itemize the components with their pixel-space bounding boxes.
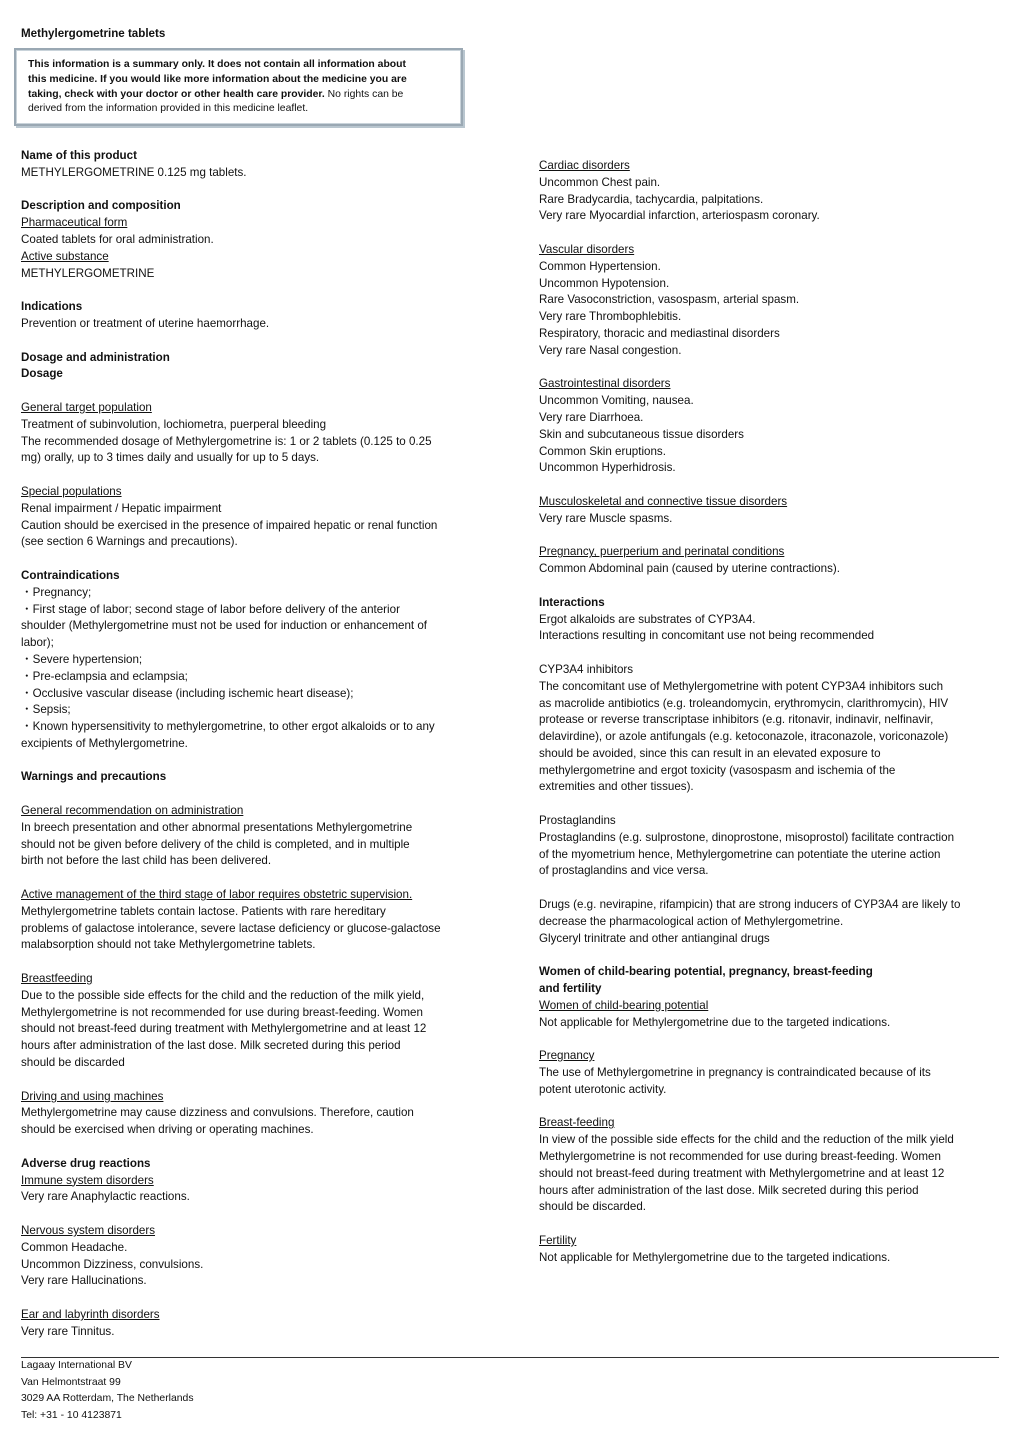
subsection-label: Active substance bbox=[21, 249, 109, 263]
subsection-label: Active management of the third stage of labor requires obstetric supervision. bbox=[21, 888, 413, 902]
subsection-label: Prostaglandins bbox=[539, 814, 616, 828]
text-line: Very rare Thrombophlebitis. bbox=[539, 310, 682, 324]
subsection-label: Ear and labyrinth disorders bbox=[21, 1307, 160, 1321]
company-name: Lagaay International BV bbox=[21, 1360, 132, 1371]
text-line: Methylergometrine may cause dizziness and convulsions. Therefore, caution bbox=[21, 1106, 414, 1120]
text-line: Glyceryl trinitrate and other antianginal drugs bbox=[539, 931, 770, 945]
text-line: Not applicable for Methylergometrine due to the targeted indications. bbox=[539, 1250, 891, 1264]
text-line: Very rare Muscle spasms. bbox=[539, 511, 673, 525]
summary-line: derived from the information provided in this medicine leaflet. bbox=[28, 103, 309, 115]
text-line: should be avoided, since this can result in an elevated exposure to bbox=[539, 746, 881, 760]
section-heading: Indications bbox=[21, 300, 83, 314]
text-line: Due to the possible side effects for the child and the reduction of the milk yield, bbox=[21, 988, 425, 1002]
text-line: decrease the pharmacological action of Methylergometrine. bbox=[539, 914, 844, 928]
text-line: Rare Bradycardia, tachycardia, palpitations. bbox=[539, 192, 764, 206]
text-line: Common Hypertension. bbox=[539, 259, 661, 273]
text-line: The use of Methylergometrine in pregnancy is contraindicated because of its bbox=[539, 1066, 931, 1080]
driving-section bbox=[21, 1089, 491, 1139]
active-management-section bbox=[21, 887, 491, 954]
summary-notice-box bbox=[14, 48, 463, 126]
text-line: In breech presentation and other abnormal presentations Methylergometrine bbox=[21, 820, 413, 834]
subsection-label: Breastfeeding bbox=[21, 972, 93, 986]
text-line: of the myometrium hence, Methylergometrine can potentiate the uterine action bbox=[539, 847, 941, 861]
text-line: Very rare Nasal congestion. bbox=[539, 343, 682, 357]
text-line: hours after administration of the last dose. Milk secreted during this period bbox=[21, 1039, 401, 1053]
subsection-label: General target population bbox=[21, 400, 152, 414]
text-line: In view of the possible side effects for the child and the reduction of the milk yield bbox=[539, 1133, 954, 1147]
left-column bbox=[21, 148, 491, 1357]
subsection-label: Vascular disorders bbox=[539, 242, 635, 256]
cyp3a4-inhibitors-section bbox=[539, 662, 1009, 796]
text-line: Prevention or treatment of uterine haemorrhage. bbox=[21, 316, 270, 330]
list-item: ・Pregnancy; bbox=[21, 585, 92, 599]
product-name-section bbox=[21, 148, 491, 182]
section-heading: Adverse drug reactions bbox=[21, 1156, 151, 1170]
subsection-label: Pregnancy bbox=[539, 1049, 595, 1063]
right-column bbox=[539, 158, 1009, 1283]
text-line: of prostaglandins and vice versa. bbox=[539, 864, 709, 878]
interactions-section bbox=[539, 595, 1009, 645]
text-line: should not breast-feed during treatment with Methylergometrine and at least 12 bbox=[21, 1022, 427, 1036]
text-line: Very rare Tinnitus. bbox=[21, 1324, 115, 1338]
text-line: Ergot alkaloids are substrates of CYP3A4. bbox=[539, 612, 756, 626]
adverse-reactions-section bbox=[21, 1156, 491, 1206]
contraindications-section bbox=[21, 568, 491, 753]
list-item: ・Pre-eclampsia and eclampsia; bbox=[21, 669, 188, 683]
section-heading: Contraindications bbox=[21, 568, 120, 582]
text-line: The concomitant use of Methylergometrine with potent CYP3A4 inhibitors such bbox=[539, 679, 944, 693]
general-recommendation-section bbox=[21, 803, 491, 870]
text-line: Coated tablets for oral administration. bbox=[21, 232, 214, 246]
text-line: Uncommon Hyperhidrosis. bbox=[539, 461, 676, 475]
dosage-section bbox=[21, 350, 491, 384]
footer-address bbox=[21, 1358, 194, 1424]
text-line: mg) orally, up to 3 times daily and usually for up to 5 days. bbox=[21, 451, 320, 465]
special-population-section bbox=[21, 484, 491, 551]
text-line: Drugs (e.g. nevirapine, rifampicin) that are strong inducers of CYP3A4 are likely to bbox=[539, 898, 961, 912]
text-line: Common Abdominal pain (caused by uterine contractions). bbox=[539, 562, 840, 576]
text-line: Very rare Diarrhoea. bbox=[539, 410, 644, 424]
street-address: Van Helmontstraat 99 bbox=[21, 1376, 121, 1388]
section-heading: Description and composition bbox=[21, 199, 181, 213]
text-line: Renal impairment / Hepatic impairment bbox=[21, 501, 222, 515]
indications-section bbox=[21, 299, 491, 333]
vascular-section bbox=[539, 242, 1009, 360]
general-population-section bbox=[21, 400, 491, 467]
text-line: should be exercised when driving or operating machines. bbox=[21, 1123, 314, 1137]
text-line: Very rare Anaphylactic reactions. bbox=[21, 1190, 190, 1204]
text-line: should not be given before delivery of the child is completed, and in multiple bbox=[21, 837, 410, 851]
text-line: as macrolide antibiotics (e.g. troleandomycin, erythromycin, clarithromycin), HIV bbox=[539, 696, 949, 710]
musculoskeletal-section bbox=[539, 494, 1009, 528]
text-line: should not breast-feed during treatment with Methylergometrine and at least 12 bbox=[539, 1166, 945, 1180]
list-item: ・Sepsis; bbox=[21, 703, 71, 717]
subsection-label: Pregnancy, puerperium and perinatal conditions bbox=[539, 545, 785, 559]
text-line: Uncommon Hypotension. bbox=[539, 276, 670, 290]
gastrointestinal-section bbox=[539, 376, 1009, 477]
text-line: extremities and other tissues). bbox=[539, 780, 694, 794]
product-name-value: METHYLERGOMETRINE 0.125 mg tablets. bbox=[21, 165, 247, 179]
subsection-label: Special populations bbox=[21, 484, 122, 498]
subsection-label: General recommendation on administration bbox=[21, 804, 244, 818]
text-line: Rare Vasoconstriction, vasospasm, arterial spasm. bbox=[539, 293, 800, 307]
pregnancy-conditions-section bbox=[539, 544, 1009, 578]
text-line: protease or reverse transcriptase inhibitors (e.g. ritonavir, indinavir, nelfinavir, bbox=[539, 713, 934, 727]
subsection-label: Driving and using machines bbox=[21, 1089, 164, 1103]
list-item: labor); bbox=[21, 636, 54, 650]
cardiac-section bbox=[539, 158, 1009, 225]
text-line: Respiratory, thoracic and mediastinal disorders bbox=[539, 326, 780, 340]
description-section bbox=[21, 198, 491, 282]
section-subheading: Dosage bbox=[21, 367, 63, 381]
text-line: hours after administration of the last dose. Milk secreted during this period bbox=[539, 1183, 919, 1197]
text-line: Common Headache. bbox=[21, 1240, 128, 1254]
text-line: Very rare Hallucinations. bbox=[21, 1274, 147, 1288]
text-line: potent uterotonic activity. bbox=[539, 1082, 667, 1096]
section-heading: Dosage and administration bbox=[21, 350, 170, 364]
text-line: (see section 6 Warnings and precautions). bbox=[21, 535, 238, 549]
subsection-label: Fertility bbox=[539, 1234, 577, 1247]
list-item: ・Known hypersensitivity to methylergometrine, to other ergot alkaloids or to any bbox=[21, 720, 435, 734]
text-line: should be discarded. bbox=[539, 1200, 646, 1214]
women-section bbox=[539, 964, 1009, 1031]
text-line: Uncommon Chest pain. bbox=[539, 175, 661, 189]
list-item: ・First stage of labor; second stage of labor before delivery of the anterior bbox=[21, 602, 400, 616]
text-line: The recommended dosage of Methylergometrine is: 1 or 2 tablets (0.125 to 0.25 bbox=[21, 434, 432, 448]
section-heading: and fertility bbox=[539, 982, 602, 996]
text-line: Common Skin eruptions. bbox=[539, 444, 666, 458]
text-line: problems of galactose intolerance, severe lactase deficiency or glucose-galactose bbox=[21, 921, 441, 935]
text-line: delavirdine), or azole antifungals (e.g. ketoconazole, itraconazole, voriconazole) bbox=[539, 730, 949, 744]
subsection-label: Musculoskeletal and connective tissue disorders bbox=[539, 494, 788, 508]
subsection-label: Women of child-bearing potential bbox=[539, 998, 709, 1012]
warnings-section bbox=[21, 769, 491, 786]
subsection-label: Pharmaceutical form bbox=[21, 216, 128, 230]
summary-line: this medicine. If you would like more information about the medicine you are bbox=[28, 73, 407, 85]
subsection-label: Nervous system disorders bbox=[21, 1224, 156, 1237]
section-heading: Interactions bbox=[539, 595, 605, 609]
summary-line: This information is a summary only. It does not contain all information about bbox=[28, 59, 406, 70]
text-line: Uncommon Dizziness, convulsions. bbox=[21, 1257, 204, 1271]
list-item: excipients of Methylergometrine. bbox=[21, 736, 188, 750]
section-heading: Women of child-bearing potential, pregnancy, breast-feeding bbox=[539, 965, 873, 979]
subsection-label: CYP3A4 inhibitors bbox=[539, 662, 634, 676]
text-line: Interactions resulting in concomitant use not being recommended bbox=[539, 629, 875, 643]
text-line: Methylergometrine tablets contain lactose. Patients with rare hereditary bbox=[21, 904, 386, 918]
summary-line: taking, check with your doctor or other health care provider. No rights can be bbox=[28, 88, 404, 100]
subsection-label: Breast-feeding bbox=[539, 1116, 615, 1130]
text-line: Treatment of subinvolution, lochiometra, puerperal bleeding bbox=[21, 417, 327, 431]
list-item: ・Severe hypertension; bbox=[21, 652, 143, 666]
text-line: malabsorption should not take Methylergometrine tablets. bbox=[21, 938, 316, 952]
subsection-label: Immune system disorders bbox=[21, 1173, 154, 1187]
fertility-section bbox=[539, 1233, 1009, 1267]
subsection-label: Cardiac disorders bbox=[539, 159, 630, 172]
prostaglandins-section bbox=[539, 813, 1009, 880]
section-heading: Name of this product bbox=[21, 149, 137, 162]
list-item: shoulder (Methylergometrine must not be used for induction or enhancement of bbox=[21, 619, 428, 633]
text-line: Skin and subcutaneous tissue disorders bbox=[539, 427, 744, 441]
pregnancy-section bbox=[539, 1048, 1009, 1098]
ear-section bbox=[21, 1307, 491, 1341]
section-heading: Warnings and precautions bbox=[21, 770, 167, 784]
text-line: Caution should be exercised in the presence of impaired hepatic or renal function bbox=[21, 518, 438, 532]
text-line: Prostaglandins (e.g. sulprostone, dinoprostone, misoprostol) facilitate contraction bbox=[539, 830, 955, 844]
list-item: ・Occlusive vascular disease (including ischemic heart disease); bbox=[21, 686, 354, 700]
telephone: Tel: +31 - 10 4123871 bbox=[21, 1409, 122, 1421]
text-line: Methylergometrine is not recommended for use during breast-feeding. Women bbox=[539, 1150, 941, 1164]
text-line: Not applicable for Methylergometrine due to the targeted indications. bbox=[539, 1015, 891, 1029]
text-line: Methylergometrine is not recommended for use during breast-feeding. Women bbox=[21, 1005, 423, 1019]
text-line: should be discarded bbox=[21, 1056, 125, 1070]
nervous-system-section bbox=[21, 1223, 491, 1290]
text-line: birth not before the last child has been delivered. bbox=[21, 854, 272, 868]
subsection-label: Gastrointestinal disorders bbox=[539, 377, 671, 391]
breast-feeding-section bbox=[539, 1115, 1009, 1216]
inducers-section bbox=[539, 897, 1009, 947]
text-line: METHYLERGOMETRINE bbox=[21, 266, 155, 280]
text-line: Very rare Myocardial infarction, arteriospasm coronary. bbox=[539, 209, 820, 223]
document-title: Methylergometrine tablets bbox=[21, 27, 166, 40]
city-address: 3029 AA Rotterdam, The Netherlands bbox=[21, 1393, 194, 1405]
text-line: Uncommon Vomiting, nausea. bbox=[539, 394, 694, 408]
breastfeeding-section bbox=[21, 971, 491, 1072]
text-line: methylergometrine and ergot toxicity (vasospasm and ischemia of the bbox=[539, 763, 896, 777]
